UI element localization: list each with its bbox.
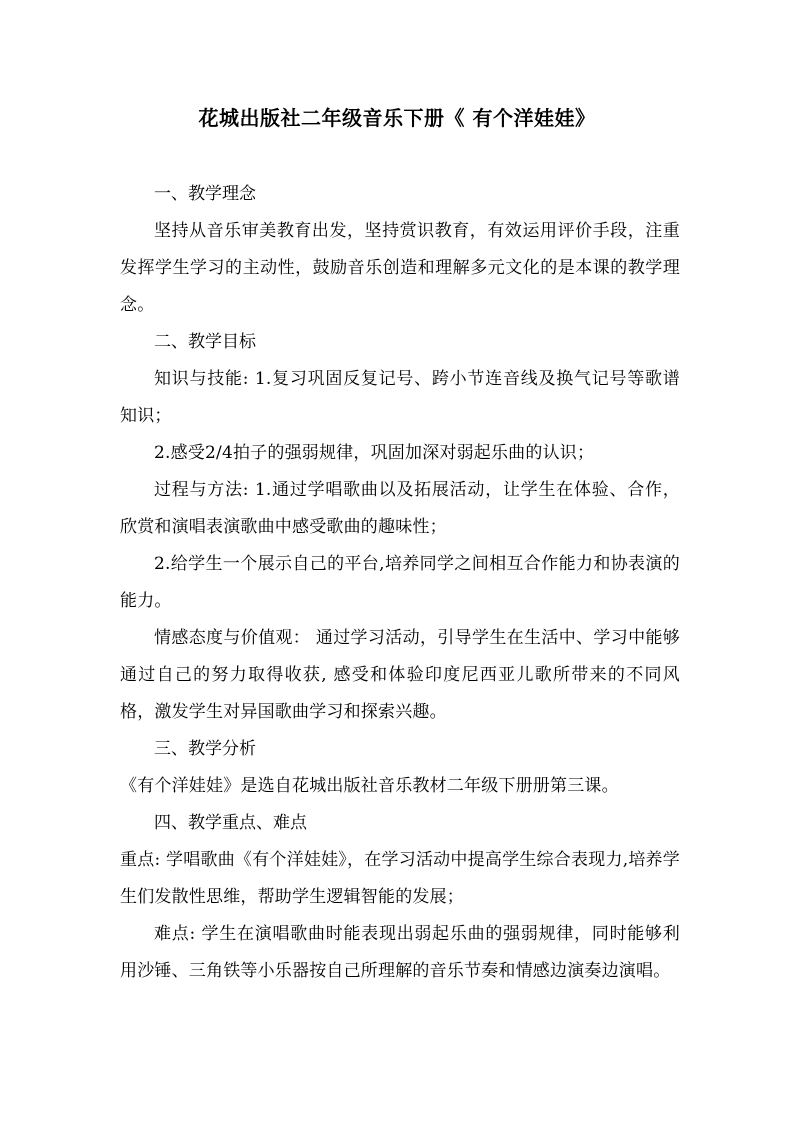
paragraph-knowledge-skills: 知识与技能: 1.复习巩固反复记号、跨小节连音线及换气记号等歌谱知识； [120,369,680,426]
page-title: 花城出版社二年级音乐下册《 有个洋娃娃》 [198,106,596,130]
section-heading-objectives: 二、教学目标 [154,332,256,352]
paragraph-philosophy: 坚持从音乐审美教育出发，坚持赏识教育，有效运用评价手段，注重发挥学生学习的主动性，鼓励音乐创造和理解多元文化的是本课的教学理念。 [120,221,680,315]
paragraph-process-methods: 过程与方法: 1.通过学唱歌曲以及拓展活动，让学生在体验、合作，欣赏和演唱表演歌曲中感受歌曲的趣味性； [120,480,680,537]
paragraph-key-point: 重点: 学唱歌曲《有个洋娃娃》，在学习活动中提高学生综合表现力,培养学生们发散性思维，帮助学生逻辑智能的发展； [120,850,680,907]
paragraph-difficulty: 难点: 学生在演唱歌曲时能表现出弱起乐曲的强弱规律，同时能够利用沙锤、三角铁等小乐器按自己所理解的音乐节奏和情感边演奏边演唱。 [120,924,680,981]
paragraph-beat-pattern: 2.感受2/4拍子的强弱规律，巩固加深对弱起乐曲的认识； [154,443,595,463]
section-heading-key-points: 四、教学重点、难点 [154,813,307,833]
document-body [120,176,680,990]
paragraph-attitude-values: 情感态度与价值观： 通过学习活动，引导学生在生活中、学习中能够通过自己的努力取得收获, 感受和体验印度尼西亚儿歌所带来的不同风格，激发学生对异国歌曲学习和探索兴趣。 [120,628,680,722]
section-heading-philosophy: 一、教学理念 [154,184,256,204]
paragraph-platform: 2.给学生一个展示自己的平台,培养同学之间相互合作能力和协表演的能力。 [120,554,680,611]
section-heading-analysis: 三、教学分析 [154,739,256,759]
paragraph-analysis: 《有个洋娃娃》是选自花城出版社音乐教材二年级下册册第三课。 [120,776,619,796]
